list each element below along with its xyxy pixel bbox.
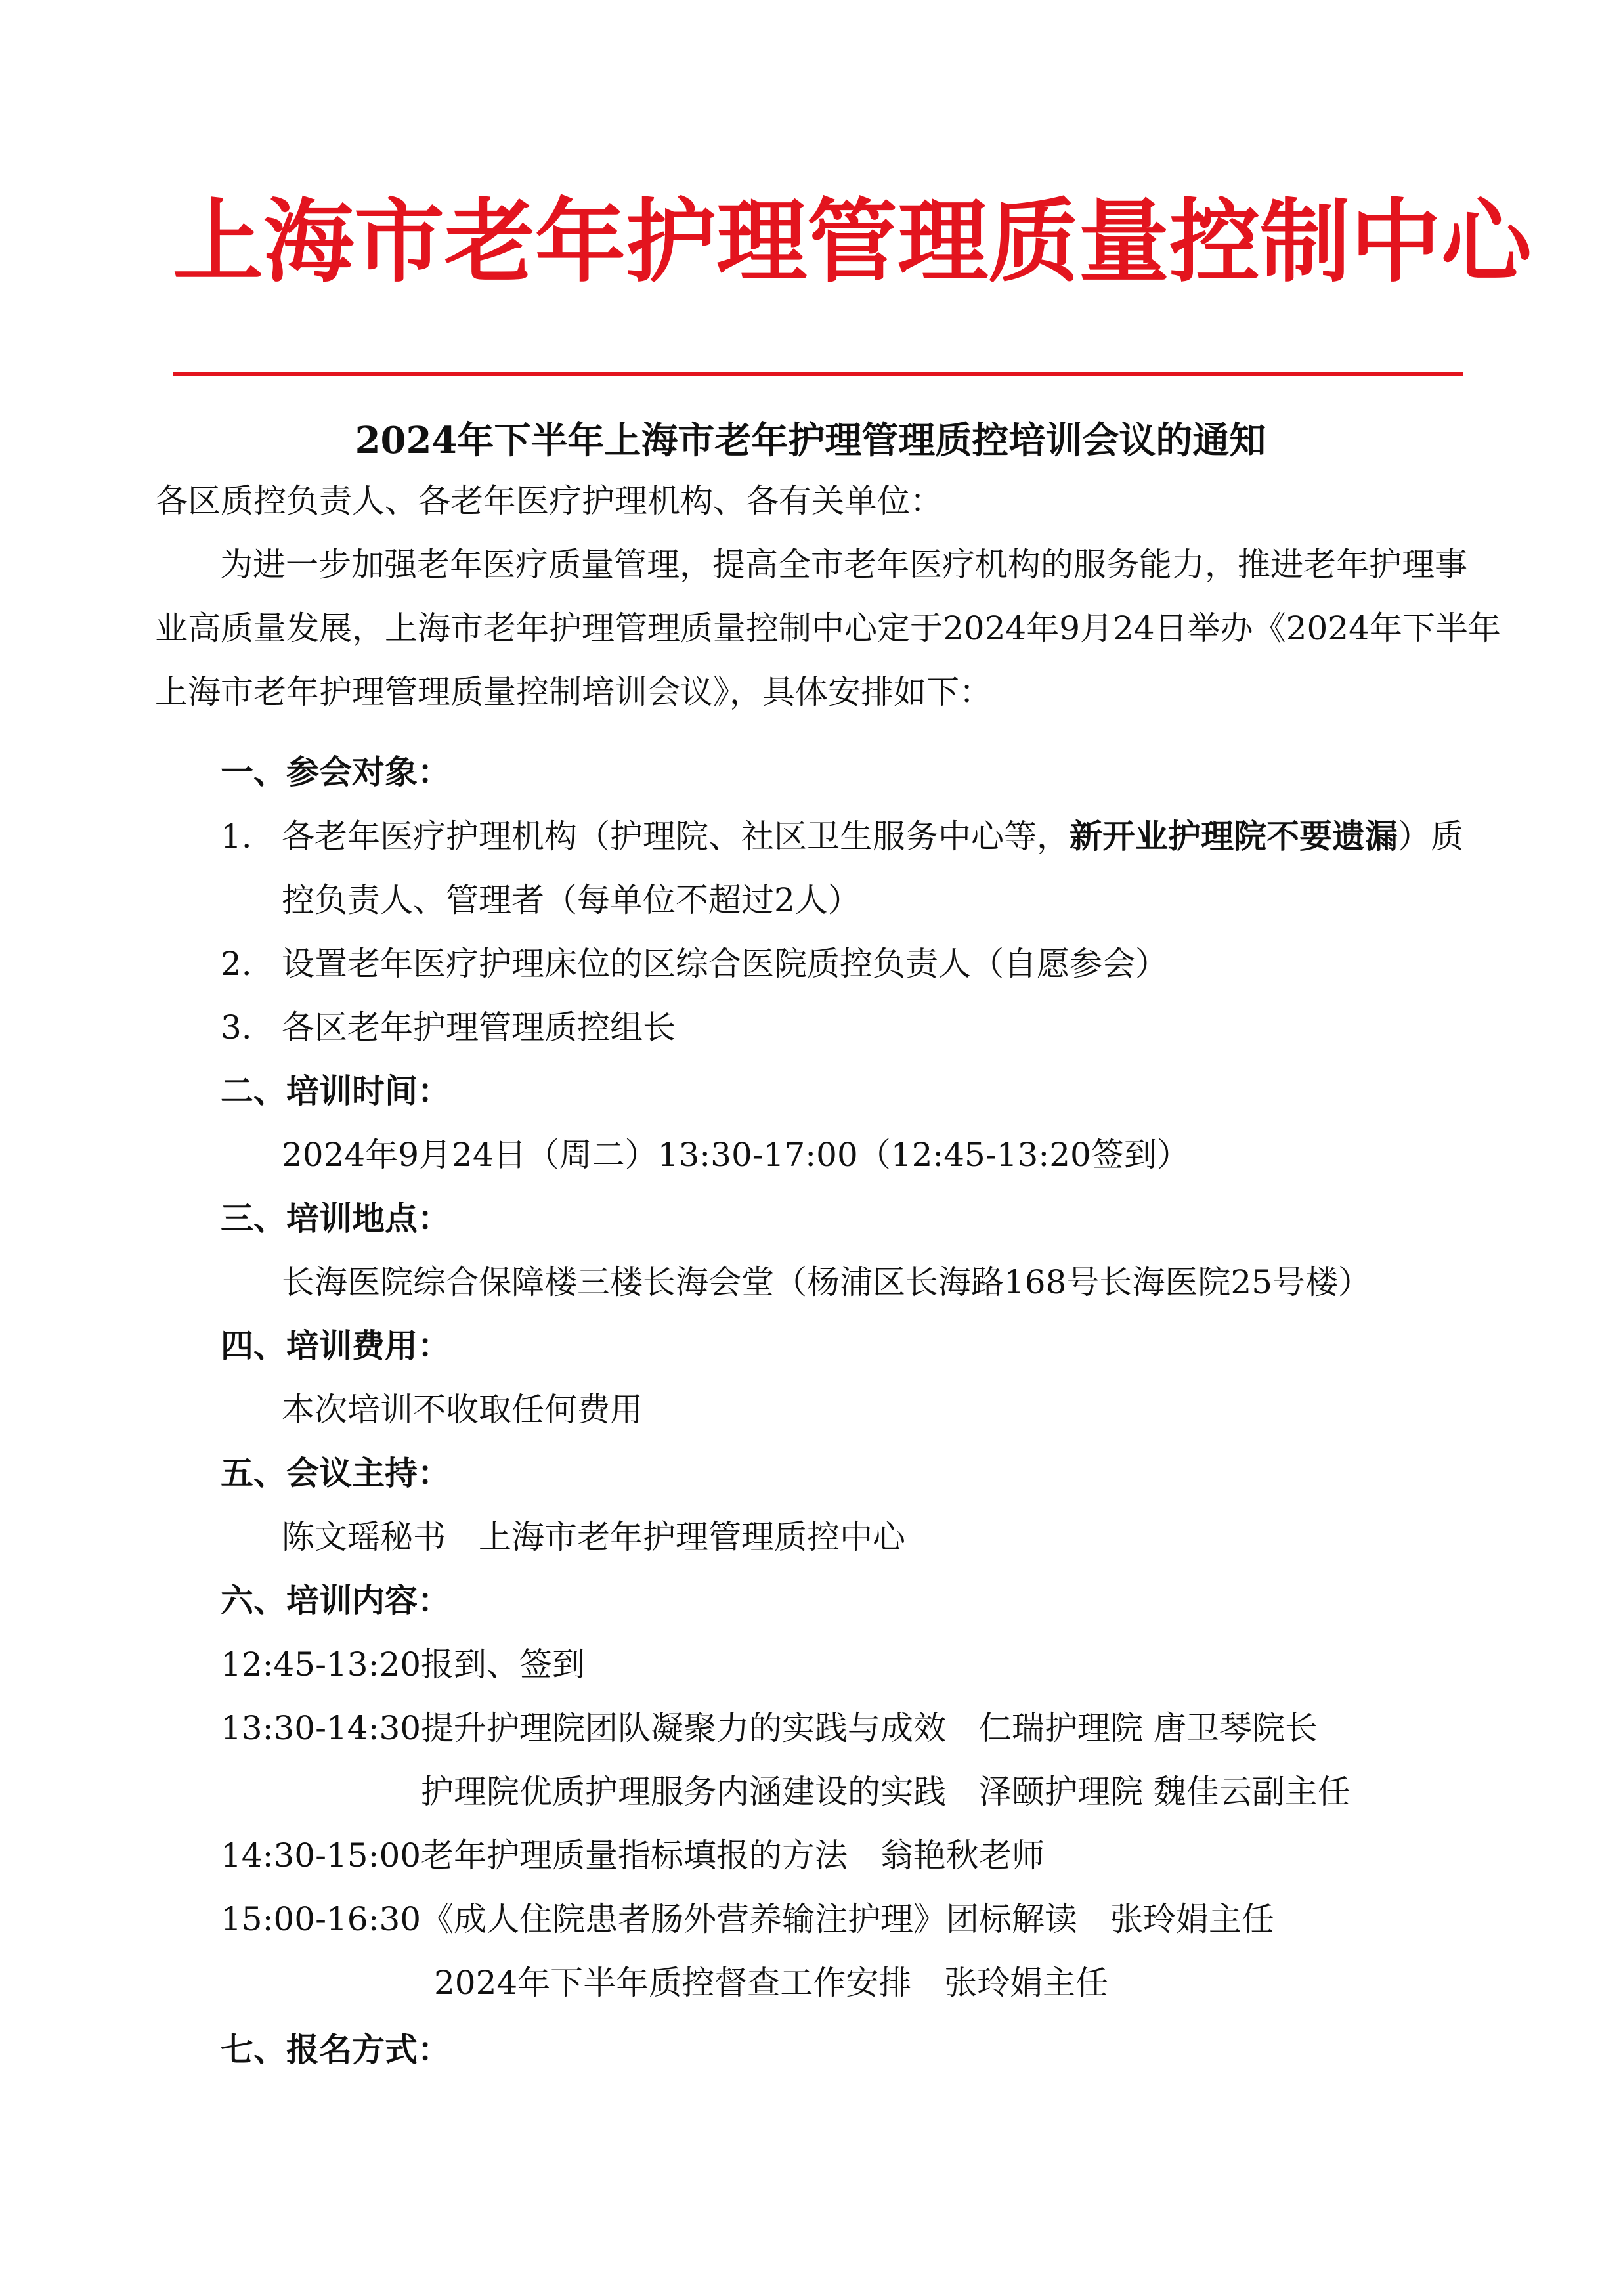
schedule-time	[221, 1762, 421, 1821]
training-fee: 本次培训不收取任何费用	[282, 1391, 643, 1429]
schedule-row	[221, 1635, 585, 1694]
participant-item-1	[221, 807, 1463, 866]
intro-line-2: 业高质量发展，上海市老年护理管理质量控制中心定于2024年9月24日举办《2024年下半年	[155, 609, 1501, 647]
schedule-item: 报到、签到	[421, 1645, 585, 1683]
section-heading-time: 二、培训时间：	[221, 1072, 450, 1110]
schedule-row	[234, 1953, 1108, 2012]
intro-line-3: 上海市老年护理管理质量控制培训会议》，具体安排如下：	[155, 673, 992, 711]
schedule-row	[221, 1826, 1045, 1885]
section-heading-host: 五、会议主持：	[221, 1454, 450, 1492]
header-title: 上海市老年护理管理质量控制中心	[173, 188, 1532, 295]
schedule-item: 提升护理院团队凝聚力的实践与成效 仁瑞护理院 唐卫琴院长	[421, 1709, 1318, 1747]
schedule-item: 《成人住院患者肠外营养输注护理》团标解读 张玲娟主任	[421, 1900, 1274, 1938]
intro-line-1: 为进一步加强老年医疗质量管理，提高全市老年医疗机构的服务能力，推进老年护理事	[220, 546, 1467, 584]
item-text-end: ）质	[1398, 817, 1463, 856]
schedule-row	[221, 1762, 1351, 1821]
participant-item-2	[221, 934, 1168, 993]
schedule-time: 15:00-16:30	[221, 1900, 421, 1938]
header-divider	[173, 372, 1463, 376]
salutation: 各区质控负责人、各老年医疗护理机构、各有关单位：	[155, 482, 943, 520]
item-number: 1.	[221, 817, 252, 856]
training-time: 2024年9月24日（周二）13:30-17:00（12:45-13:20签到）	[282, 1136, 1190, 1174]
schedule-time	[234, 1953, 434, 2012]
section-heading-participants: 一、参会对象：	[221, 752, 450, 791]
schedule-item: 老年护理质量指标填报的方法 翁艳秋老师	[421, 1836, 1045, 1874]
schedule-item: 2024年下半年质控督查工作安排 张玲娟主任	[434, 1964, 1109, 2002]
schedule-time: 14:30-15:00	[221, 1836, 421, 1874]
schedule-row	[221, 1890, 1274, 1949]
item-text: 各老年医疗护理机构（护理院、社区卫生服务中心等，	[282, 817, 1070, 856]
section-heading-registration: 七、报名方式：	[221, 2030, 450, 2069]
notice-title: 2024年下半年上海市老年护理管理质控培训会议的通知	[355, 419, 1266, 462]
section-heading-content: 六、培训内容：	[221, 1581, 450, 1620]
schedule-time: 12:45-13:20	[221, 1645, 421, 1683]
item-emphasis: 新开业护理院不要遗漏	[1070, 817, 1398, 856]
schedule-time: 13:30-14:30	[221, 1709, 421, 1747]
item-text: 设置老年医疗护理床位的区综合医院质控负责人（自愿参会）	[282, 945, 1168, 983]
section-heading-fee: 四、培训费用：	[221, 1326, 450, 1365]
schedule-item: 护理院优质护理服务内涵建设的实践 泽颐护理院 魏佳云副主任	[421, 1773, 1351, 1811]
participant-item-3	[221, 998, 676, 1057]
participant-item-1-continued: 控负责人、管理者（每单位不超过2人）	[282, 881, 861, 919]
item-number: 3.	[221, 1008, 252, 1047]
section-heading-location: 三、培训地点：	[221, 1199, 450, 1238]
training-location: 长海医院综合保障楼三楼长海会堂（杨浦区长海路168号长海医院25号楼）	[282, 1263, 1372, 1301]
meeting-host: 陈文瑶秘书 上海市老年护理管理质控中心	[282, 1518, 905, 1556]
schedule-row	[221, 1699, 1318, 1758]
item-text: 各区老年护理管理质控组长	[282, 1008, 676, 1047]
item-number: 2.	[221, 945, 252, 983]
